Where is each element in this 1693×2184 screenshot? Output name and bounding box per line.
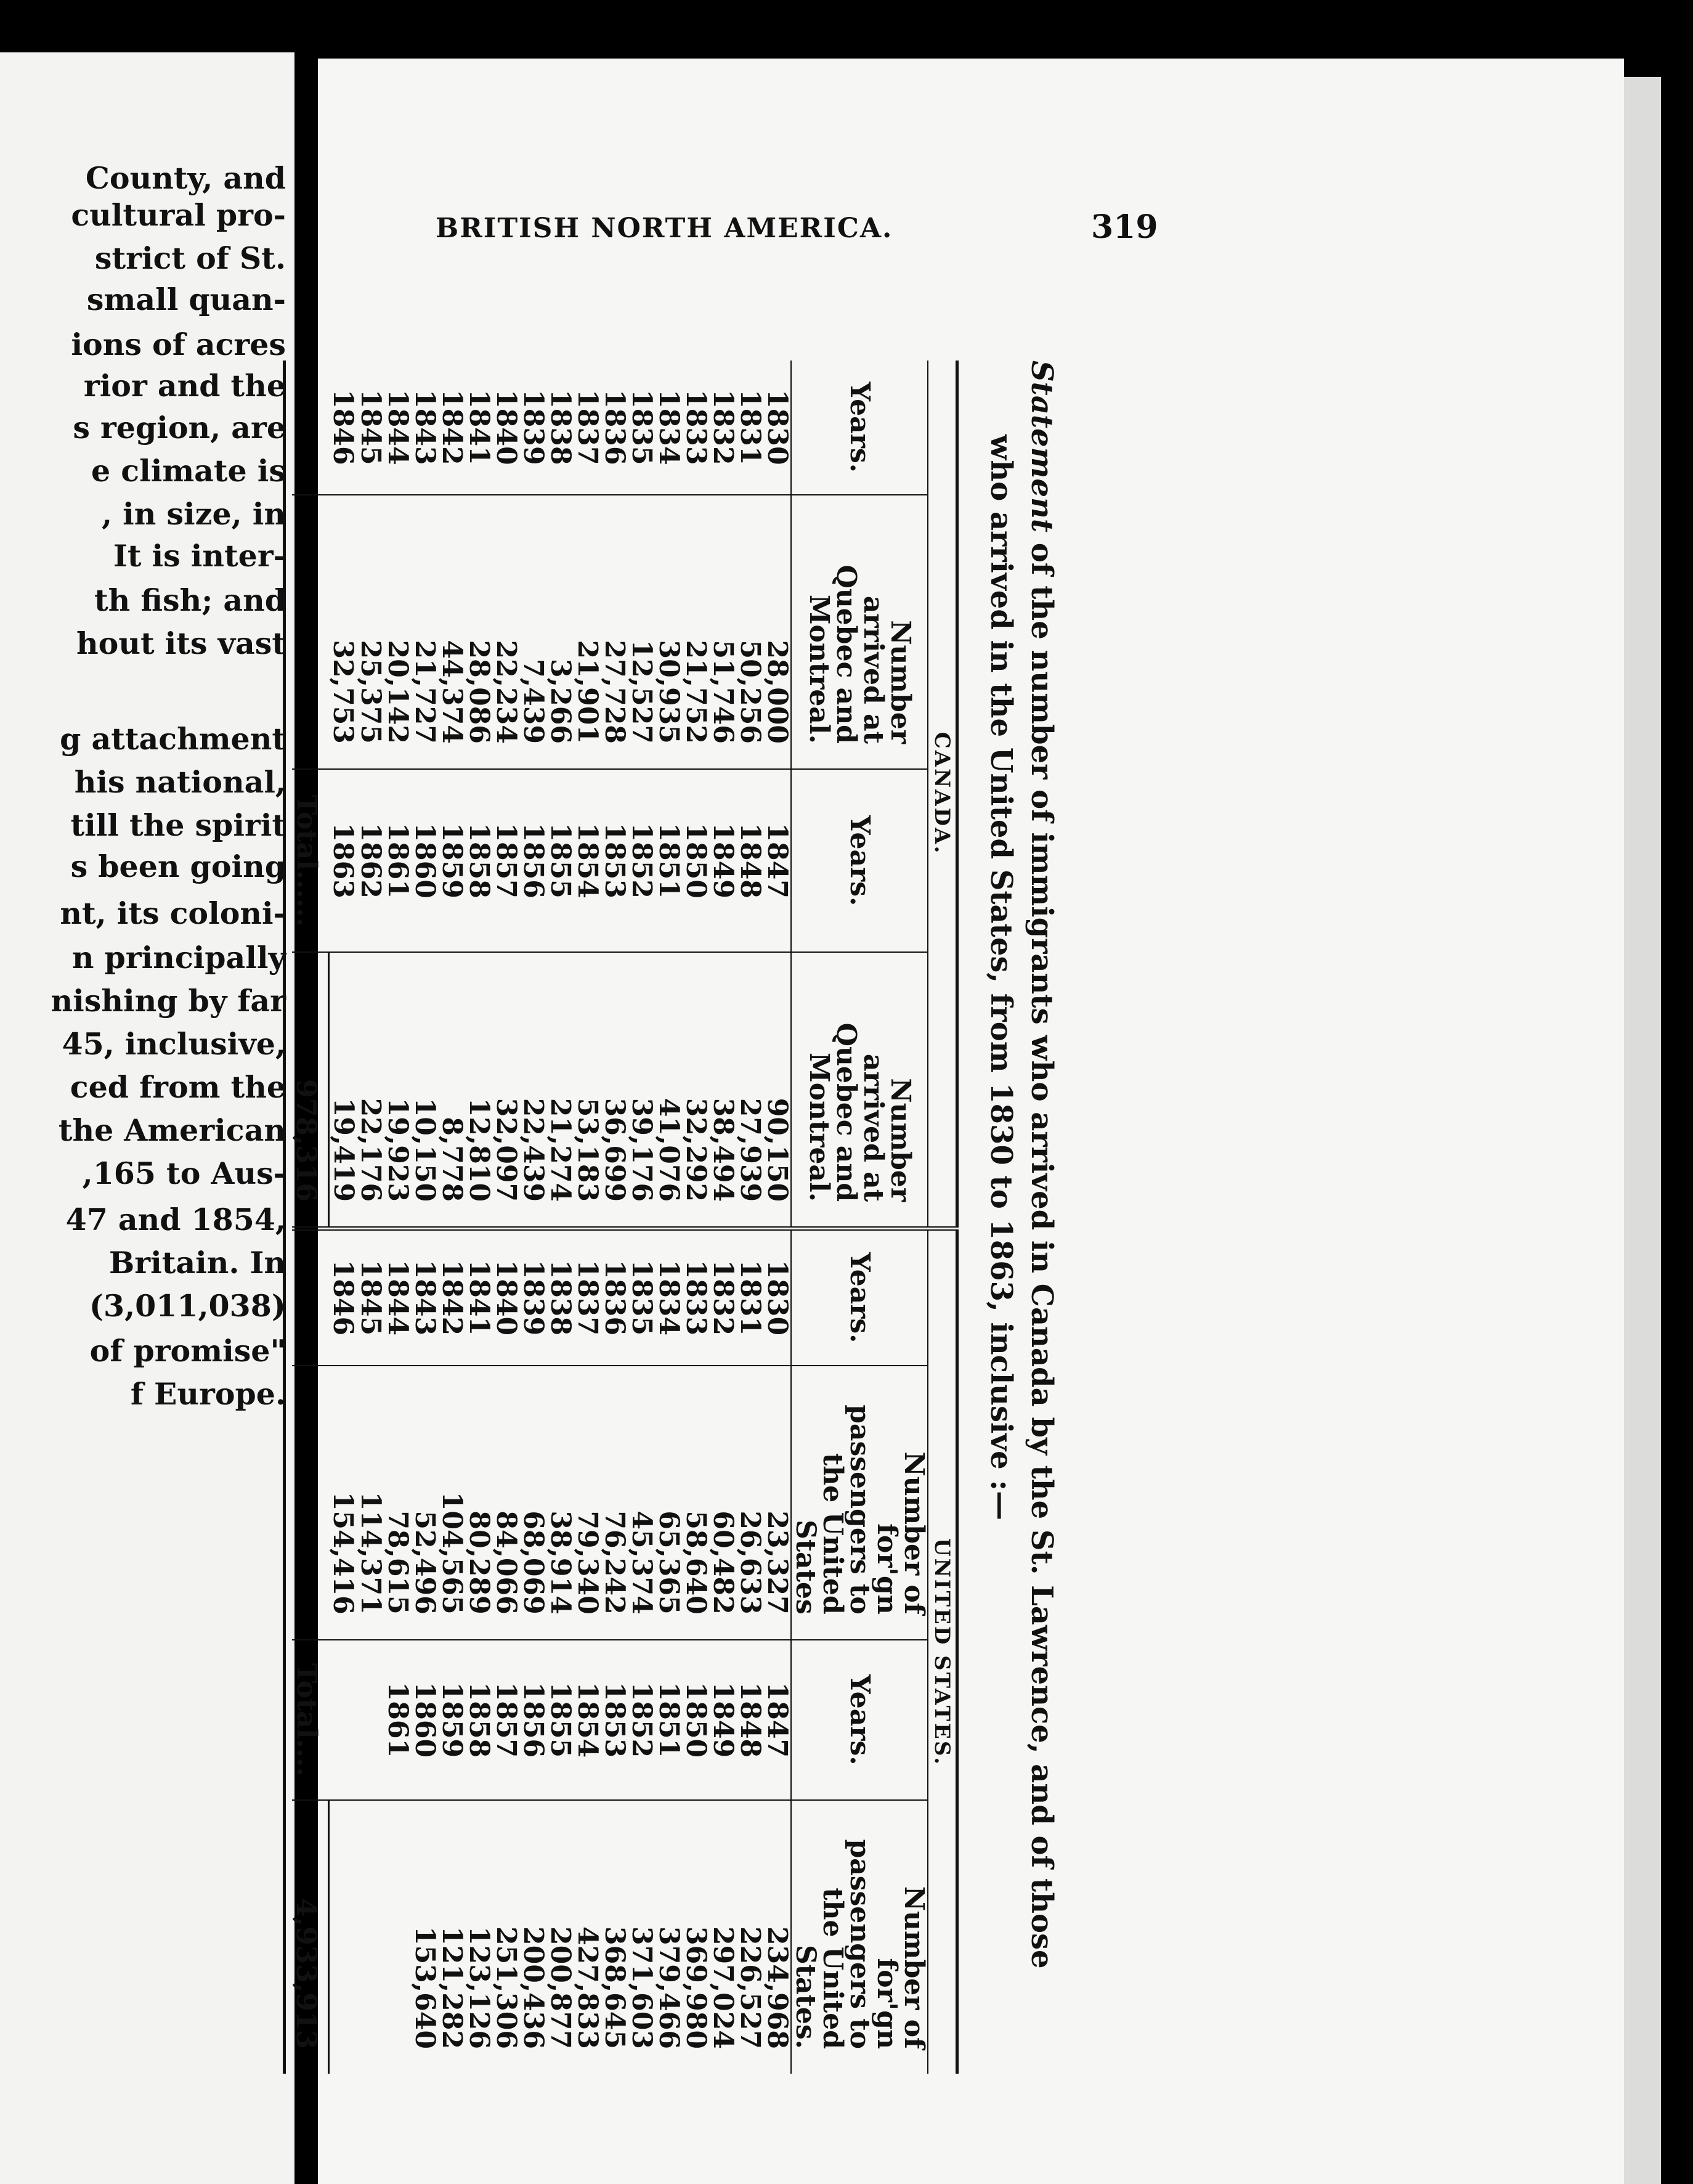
left-page-line: of promise" <box>89 1333 286 1369</box>
left-page-line: ions of acres <box>71 327 286 362</box>
value-cell: 10,150 <box>411 952 438 1228</box>
left-page-line: hout its vast <box>76 625 286 661</box>
table-row <box>546 361 574 2074</box>
value-cell: 28,000 <box>763 495 791 769</box>
page-edge-shadow <box>1661 111 1693 2184</box>
page-number: 319 <box>1091 208 1158 246</box>
year-cell: 1833 <box>682 1229 709 1366</box>
left-page-line: e climate is <box>91 453 286 489</box>
left-page-line: nishing by far <box>51 983 286 1019</box>
year-cell: 1857 <box>492 769 519 952</box>
value-cell: 19,419 <box>329 952 357 1228</box>
value-cell: 45,374 <box>628 1366 655 1640</box>
running-title: BRITISH NORTH AMERICA. <box>436 213 893 244</box>
year-cell: 1848 <box>736 1640 763 1800</box>
year-cell: 1833 <box>682 361 709 495</box>
value-cell: 32,097 <box>492 952 519 1228</box>
value-cell: 21,752 <box>682 495 709 769</box>
left-page-line: 47 and 1854, <box>65 1202 286 1237</box>
value-cell: 7,439 <box>519 495 546 769</box>
value-cell: 27,939 <box>736 952 763 1228</box>
year-cell: 1830 <box>763 361 791 495</box>
col-years: Years. <box>791 769 928 952</box>
value-cell: 52,496 <box>411 1366 438 1640</box>
value-cell: 27,728 <box>601 495 628 769</box>
year-cell: 1831 <box>736 361 763 495</box>
value-cell: 12,810 <box>465 952 492 1228</box>
left-page-line: cultural pro- <box>71 197 286 233</box>
value-cell: 23,327 <box>763 1366 791 1640</box>
year-cell: 1839 <box>519 361 546 495</box>
empty-cell <box>292 1366 329 1640</box>
year-cell: 1831 <box>736 1229 763 1366</box>
year-cell <box>329 1640 357 1800</box>
year-cell: 1838 <box>546 1229 574 1366</box>
left-page-line: till the spirit <box>70 807 286 843</box>
value-cell: 427,833 <box>572 1926 603 2049</box>
value-cell: 200,877 <box>545 1926 576 2049</box>
year-cell: 1840 <box>492 1229 519 1366</box>
left-page-line: f Europe. <box>130 1376 286 1412</box>
left-page-line: s region, are <box>73 410 286 446</box>
table-row <box>465 361 492 2074</box>
value-cell: 297,024 <box>707 1926 739 2049</box>
year-cell: 1846 <box>329 1229 357 1366</box>
value-cell: 30,935 <box>655 495 682 769</box>
value-cell: 60,482 <box>709 1366 736 1640</box>
year-cell: 1844 <box>384 361 411 495</box>
value-cell: 114,371 <box>357 1366 384 1640</box>
value-cell: 28,086 <box>465 495 492 769</box>
table-row <box>384 361 411 2074</box>
us-total-value: 4,933,913 <box>292 1800 329 2074</box>
value-cell: 200,436 <box>518 1926 549 2049</box>
value-cell: 84,066 <box>492 1366 519 1640</box>
year-cell: 1852 <box>628 1640 655 1800</box>
year-cell: 1861 <box>384 1640 411 1800</box>
left-page-line: County, and <box>85 160 286 196</box>
table-row <box>601 361 628 2074</box>
value-cell: 41,076 <box>655 952 682 1228</box>
year-cell: 1860 <box>411 1640 438 1800</box>
empty-cell <box>292 495 329 769</box>
value-cell: 371,603 <box>626 1926 657 2049</box>
year-cell: 1836 <box>601 1229 628 1366</box>
value-cell: 20,142 <box>384 495 411 769</box>
bottom-rule <box>285 361 293 2074</box>
table-row <box>357 361 384 2074</box>
left-page-line: Britain. In <box>108 1245 286 1281</box>
value-cell: 3,266 <box>546 495 574 769</box>
value-cell: 104,565 <box>438 1366 465 1640</box>
page-edge <box>1624 77 1661 2184</box>
value-cell: 26,633 <box>736 1366 763 1640</box>
value-cell: 32,292 <box>682 952 709 1228</box>
year-cell: 1846 <box>329 361 357 495</box>
section-canada: CANADA. <box>928 361 957 1229</box>
col-us-number: Number of for'gn passengers to the United States. <box>791 1800 928 2074</box>
table-row <box>411 361 438 2074</box>
year-cell: 1835 <box>628 1229 655 1366</box>
year-cell: 1862 <box>357 769 384 952</box>
year-cell: 1837 <box>574 361 601 495</box>
year-cell: 1845 <box>357 361 384 495</box>
left-page-line: 45, inclusive, <box>62 1026 286 1062</box>
value-cell: 32,753 <box>329 495 357 769</box>
year-cell: 1854 <box>574 1640 601 1800</box>
year-cell: 1834 <box>655 361 682 495</box>
table-row <box>519 361 546 2074</box>
year-cell: 1851 <box>655 769 682 952</box>
statement-table-rotated <box>249 336 1062 2111</box>
year-cell: 1855 <box>546 1640 574 1800</box>
col-canada-number: Number arrived at Quebec and Montreal. <box>791 952 928 1228</box>
value-cell: 379,466 <box>653 1926 684 2049</box>
caption-text: of the number of immigrants who arrived in Canada by the St. Lawrence, and of those <box>1025 542 1059 1969</box>
value-cell: 234,968 <box>761 1926 793 2049</box>
year-cell: 1855 <box>546 769 574 952</box>
value-cell <box>357 1800 384 2074</box>
left-page-line: g attachment <box>60 721 286 757</box>
year-cell: 1849 <box>709 1640 736 1800</box>
left-page-line: (3,011,038) <box>89 1288 286 1324</box>
value-cell: 68,069 <box>519 1366 546 1640</box>
year-cell: 1834 <box>655 1229 682 1366</box>
value-cell: 153,640 <box>409 1926 441 2049</box>
left-page-line: n principally <box>71 940 286 976</box>
empty-cell <box>292 1229 329 1366</box>
year-cell: 1843 <box>411 361 438 495</box>
table-row <box>682 361 709 2074</box>
year-cell: 1863 <box>329 769 357 952</box>
left-page-line: ced from the <box>70 1069 286 1105</box>
year-cell: 1850 <box>682 1640 709 1800</box>
value-cell: 226,527 <box>734 1926 766 2049</box>
total-row <box>292 361 329 2074</box>
left-page-line: the American <box>58 1112 286 1148</box>
year-cell <box>357 1640 384 1800</box>
value-cell <box>384 1800 411 2074</box>
canada-total-value: 978,316 <box>292 952 329 1228</box>
year-cell: 1854 <box>574 769 601 952</box>
col-years: Years. <box>791 361 928 495</box>
year-cell: 1857 <box>492 1640 519 1800</box>
empty-cell <box>292 361 329 495</box>
us-total-label: Total.... <box>292 1640 329 1800</box>
table-caption <box>981 361 1062 2098</box>
year-cell: 1858 <box>465 769 492 952</box>
value-cell: 79,340 <box>574 1366 601 1640</box>
value-cell: 38,494 <box>709 952 736 1228</box>
section-united-states: UNITED STATES. <box>928 1229 957 2074</box>
left-page-line: ,165 to Aus- <box>82 1155 286 1191</box>
table-row <box>438 361 465 2074</box>
canada-total-label: Total...... <box>292 769 329 952</box>
year-cell: 1853 <box>601 1640 628 1800</box>
caption-italic: Statement <box>1025 361 1059 533</box>
year-cell: 1842 <box>438 1229 465 1366</box>
table-row <box>492 361 519 2074</box>
left-page-line: s been going <box>70 849 286 884</box>
year-cell: 1859 <box>438 769 465 952</box>
value-cell: 123,126 <box>463 1926 495 2049</box>
year-cell: 1847 <box>763 769 791 952</box>
value-cell: 22,234 <box>492 495 519 769</box>
col-years: Years. <box>791 1229 928 1366</box>
value-cell: 80,289 <box>465 1366 492 1640</box>
value-cell: 21,901 <box>574 495 601 769</box>
year-cell: 1849 <box>709 769 736 952</box>
value-cell: 12,527 <box>628 495 655 769</box>
left-page-line: his national, <box>74 764 286 800</box>
left-page-line: rior and the <box>83 368 286 404</box>
value-cell: 368,645 <box>599 1926 630 2049</box>
year-cell: 1836 <box>601 361 628 495</box>
year-cell: 1844 <box>384 1229 411 1366</box>
left-page-line: It is inter- <box>113 538 286 574</box>
year-cell: 1838 <box>546 361 574 495</box>
year-cell: 1847 <box>763 1640 791 1800</box>
left-page-line: small quan- <box>86 282 286 317</box>
year-cell: 1852 <box>628 769 655 952</box>
year-cell: 1845 <box>357 1229 384 1366</box>
col-us-number: Number of for'gn passengers to the United States <box>791 1366 928 1640</box>
left-page-line: nt, its coloni- <box>60 895 286 931</box>
year-cell: 1853 <box>601 769 628 952</box>
value-cell: 58,640 <box>682 1366 709 1640</box>
value-cell: 53,183 <box>574 952 601 1228</box>
value-cell: 76,242 <box>601 1366 628 1640</box>
year-cell: 1832 <box>709 361 736 495</box>
value-cell: 38,914 <box>546 1366 574 1640</box>
year-cell: 1841 <box>465 361 492 495</box>
year-cell: 1848 <box>736 769 763 952</box>
value-cell: 19,923 <box>384 952 411 1228</box>
year-cell: 1850 <box>682 769 709 952</box>
value-cell: 44,374 <box>438 495 465 769</box>
value-cell: 50,256 <box>736 495 763 769</box>
caption-line-2: who arrived in the United States, from 1830 to 1863, inclusive :— <box>984 434 1018 1521</box>
year-cell: 1840 <box>492 361 519 495</box>
year-cell: 1860 <box>411 769 438 952</box>
table-row <box>736 361 763 2074</box>
year-cell: 1839 <box>519 1229 546 1366</box>
year-cell: 1841 <box>465 1229 492 1366</box>
value-cell: 21,274 <box>546 952 574 1228</box>
year-cell: 1856 <box>519 769 546 952</box>
table-row <box>709 361 736 2074</box>
year-cell: 1830 <box>763 1229 791 1366</box>
table-row <box>763 361 791 2074</box>
col-canada-number: Number arrived at Quebec and Montreal. <box>791 495 928 769</box>
value-cell: 65,365 <box>655 1366 682 1640</box>
table-row <box>574 361 601 2074</box>
value-cell: 121,282 <box>436 1926 468 2049</box>
year-cell: 1859 <box>438 1640 465 1800</box>
bottom-rule-cell <box>285 361 293 2074</box>
value-cell: 154,416 <box>329 1366 357 1640</box>
year-cell: 1837 <box>574 1229 601 1366</box>
year-cell: 1842 <box>438 361 465 495</box>
value-cell: 51,746 <box>709 495 736 769</box>
value-cell: 8,778 <box>438 952 465 1228</box>
value-cell: 78,615 <box>384 1366 411 1640</box>
year-cell: 1856 <box>519 1640 546 1800</box>
year-cell: 1843 <box>411 1229 438 1366</box>
value-cell <box>329 1800 357 2074</box>
value-cell: 25,375 <box>357 495 384 769</box>
year-cell: 1858 <box>465 1640 492 1800</box>
left-page-line: strict of St. <box>94 240 286 276</box>
table-row <box>329 361 357 2074</box>
table-row <box>628 361 655 2074</box>
table-row <box>655 361 682 2074</box>
year-cell: 1861 <box>384 769 411 952</box>
year-cell: 1851 <box>655 1640 682 1800</box>
value-cell: 369,980 <box>680 1926 712 2049</box>
col-years: Years. <box>791 1640 928 1800</box>
value-cell: 251,306 <box>490 1926 522 2049</box>
value-cell: 21,727 <box>411 495 438 769</box>
value-cell: 39,176 <box>628 952 655 1228</box>
year-cell: 1832 <box>709 1229 736 1366</box>
value-cell: 22,176 <box>357 952 384 1228</box>
year-cell: 1835 <box>628 361 655 495</box>
left-page-line: , in size, in <box>102 496 286 532</box>
value-cell: 90,150 <box>763 952 791 1228</box>
immigration-table <box>283 361 959 2074</box>
left-page-line: th fish; and <box>94 582 286 618</box>
value-cell: 36,699 <box>601 952 628 1228</box>
value-cell: 22,439 <box>519 952 546 1228</box>
